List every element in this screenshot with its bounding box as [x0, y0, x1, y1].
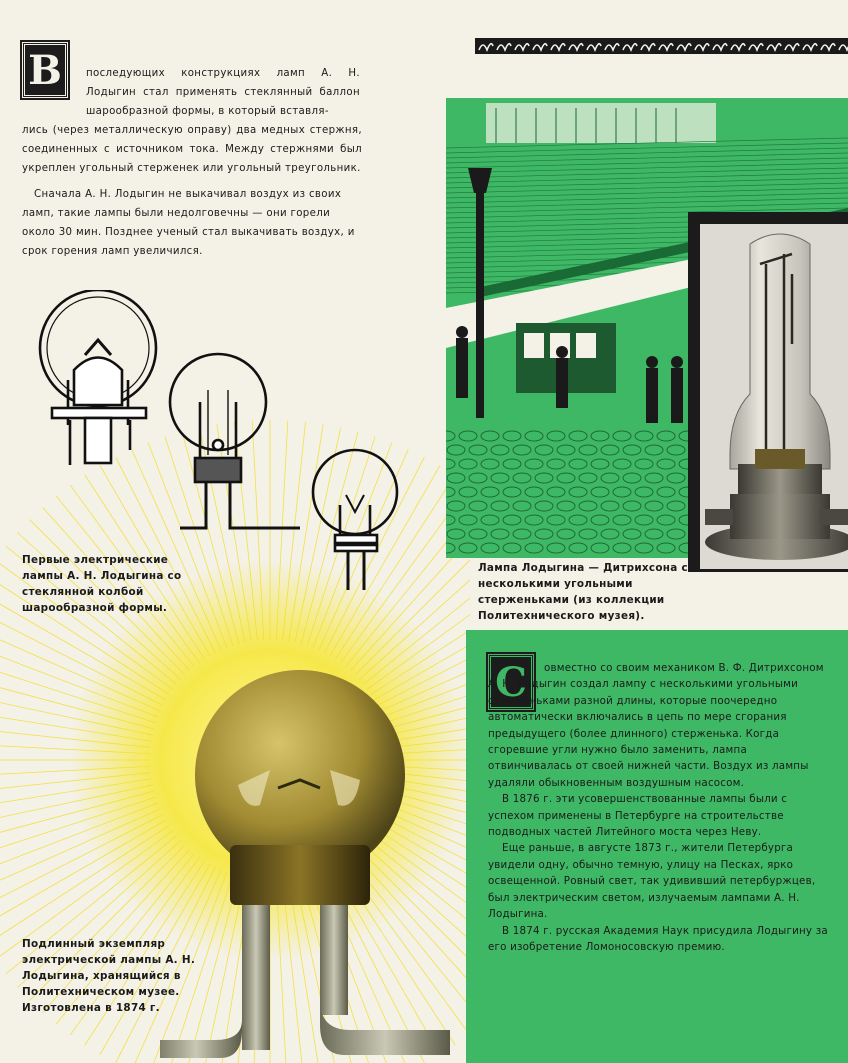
intro-text-rest: лись (через металлическую оправу) два медных стержня, соединенных с источником тока. Между стержнями был укреплен угольный стерженек или угольный треугольник.: [22, 125, 362, 174]
green-text-body: [488, 660, 834, 955]
intro-text-first: последующих конструкциях ламп А. Н. Лодыгин стал применять стеклянный баллон шарообразной формы, в который вставля-: [86, 68, 360, 117]
green-paragraph-3: Еще раньше, в августе 1873 г., жители Петербурга увидели одну, обычно темную, улицу на Песках, ярко освещенной. Ровный свет, так удививший петербуржцев, был электрическим светом, излучаемым лампами А. Н. Лодыгина.: [488, 842, 816, 921]
ornament-border: [475, 38, 848, 54]
green-paragraph-2: В 1876 г. эти усовершенствованные лампы были с успехом применены в Петербурге на строительстве подводных частей Литейного моста через Неву.: [488, 793, 788, 839]
green-paragraph-4: В 1874 г. русская Академия Наук присудила Лодыгину за его изобретение Ломоносовскую премию.: [488, 924, 828, 953]
dropcap-v: [22, 42, 68, 98]
intro-paragraph-2: Сначала А. Н. Лодыгин не выкачивал воздух из своих ламп, такие лампы были недолговечны — они горели около 30 мин. Позднее ученый стал выкачивать воздух, и срок горения ламп увеличился.: [22, 189, 355, 257]
caption-original-lamp: Подлинный экземпляр электрической лампы А. Н. Лодыгина, хранящийся в Политехническом музее. Изготовлена в 1874 г.: [22, 938, 196, 1014]
green-paragraph-1: овместно со своим механиком В. Ф. Дитрихсоном А. Н. Лодыгин создал лампу с несколькими угольными стерженьками разной длины, которые поочередно автоматически включались в цепь по мере сгорания предыдущего (более длинного) стерженька. Когда сгоревшие угли нужно было заменить, лампа отвинчивалась от своей нижней части. Воздух из лампы удаляли обыкновенным воздушным насосом.: [488, 662, 824, 789]
caption-early-lamps: Первые электрические лампы А. Н. Лодыгина со стеклянной колбой шарообразной формы.: [22, 554, 182, 614]
ditrikhson-lamp-photo: [700, 224, 848, 569]
globe-lamp-drawing: [30, 290, 410, 590]
dropcap-letter: В: [28, 46, 62, 94]
caption-ditrikhson-lamp: Лампа Лодыгина — Дитрихсона с несколькими угольными стерженьками (из коллекции Политехнического музея).: [478, 562, 688, 622]
dropcap-letter-s: С: [495, 658, 527, 706]
